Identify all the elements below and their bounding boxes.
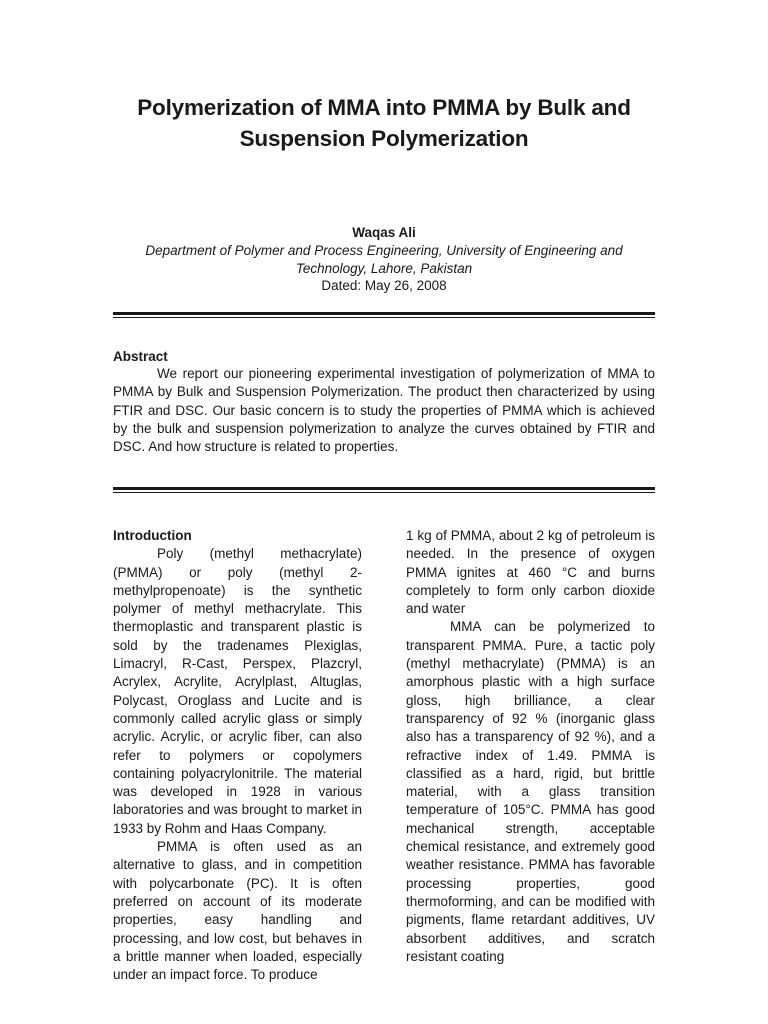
author-affiliation: Department of Polymer and Process Engineering, University of Engineering and Technology, Lahore, Pakistan <box>145 243 623 276</box>
right-column <box>406 527 655 966</box>
abstract-heading: Abstract <box>113 349 168 364</box>
header-divider <box>113 312 655 318</box>
abstract-divider <box>113 487 655 493</box>
intro-paragraph: Poly (methyl methacrylate) (PMMA) or poly (methyl 2-methylpropenoate) is the synthetic polymer of methyl methacrylate. This thermoplastic and transparent plastic is sold by the tradenames Plexiglas, Limacryl, R-Cast, Perspex, Plazcryl, Acrylex, Acrylite, Acrylplast, Altuglas, Polycast, Oroglass and Lucite and is commonly called acrylic glass or simply acrylic. Acrylic, or acrylic fiber, can also refer to polymers or copolymers containing polyacrylonitrile. The material was developed in 1928 in various laboratories and was brought to market in 1933 by Rohm and Haas Company. <box>113 546 362 836</box>
abstract-text: We report our pioneering experimental investigation of polymerization of MMA to PMMA by Bulk and Suspension Polymerization. The product then characterized by using FTIR and DSC. Our basic concern is to study the properties of PMMA which is achieved by the bulk and suspension polymerization to analyze the curves obtained by FTIR and DSC. And how structure is related to properties. <box>113 366 655 455</box>
intro-paragraph: MMA can be polymerized to transparent PMMA. Pure, a tactic poly (methyl methacrylate) (PMMA) is an amorphous plastic with a high surface gloss, high brilliance, a clear transparency of 92 % (inorganic glass also has a transparency of 92 %), and a refractive index of 1.49. PMMA is classified as a hard, rigid, but brittle material, with a glass transition temperature of 105°C. PMMA has good mechanical strength, acceptable chemical resistance, and extremely good weather resistance. PMMA has favorable processing properties, good thermoforming, and can be modified with pigments, flame retardant additives, UV absorbent additives, and scratch resistant coating <box>406 619 655 964</box>
intro-paragraph-continued: 1 kg of PMMA, about 2 kg of petroleum is needed. In the presence of oxygen PMMA ignites at 460 °C and burns completely to form only carbon dioxide and water <box>406 528 655 617</box>
left-column <box>113 527 362 984</box>
paper-date: Dated: May 26, 2008 <box>321 278 447 293</box>
intro-paragraph: PMMA is often used as an alternative to glass, and in competition with polycarbonate (PC). It is often preferred on account of its moderate properties, easy handling and processing, and low cost, but behaves in a brittle manner when loaded, especially under an impact force. To produce <box>113 839 362 983</box>
introduction-heading: Introduction <box>113 528 192 543</box>
author-name: Waqas Ali <box>352 225 416 240</box>
paper-title: Polymerization of MMA into PMMA by Bulk and Suspension Polymerization <box>137 95 631 151</box>
